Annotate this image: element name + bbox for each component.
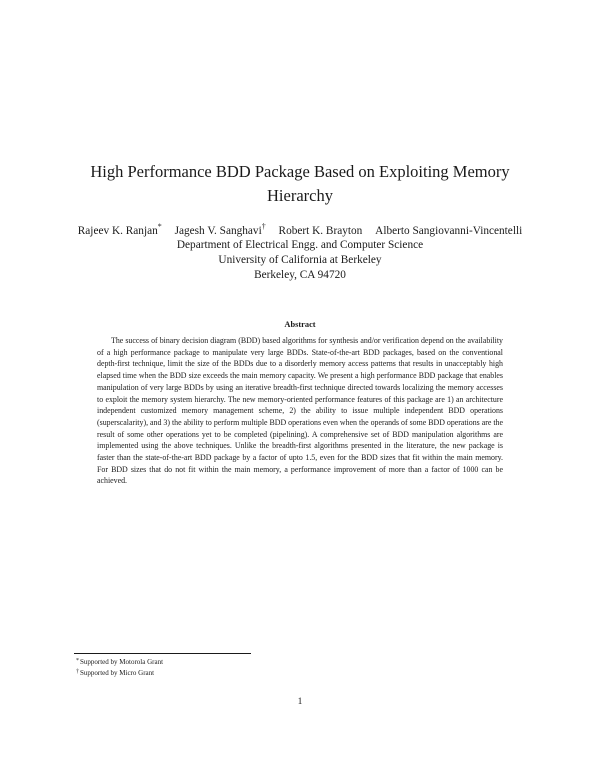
footnote-text: Supported by Micro Grant (80, 669, 155, 677)
author-sangiovanni-vincentelli (375, 224, 522, 239)
affiliation-city: Berkeley, CA 94720 (254, 269, 346, 281)
affiliation-department: Department of Electrical Engg. and Computer Science (176, 239, 424, 251)
author-list (40, 224, 560, 239)
author-footnote-mark: * (157, 222, 162, 231)
author-footnote-mark: † (261, 222, 266, 231)
author-name: Jagesh V. Sanghavi (174, 225, 262, 237)
author-sanghavi (175, 224, 266, 239)
author-brayton (279, 224, 363, 239)
footnote-divider (74, 653, 251, 654)
author-ranjan (78, 224, 162, 239)
author-name: Robert K. Brayton (278, 225, 363, 237)
author-name: Rajeev K. Ranjan (77, 225, 158, 237)
affiliation-university: University of California at Berkeley (218, 254, 382, 266)
footnote-micro (76, 668, 154, 678)
page-number: 1 (297, 697, 303, 707)
footnote-text: Supported by Motorola Grant (80, 658, 164, 666)
footnote-motorola (76, 657, 163, 667)
paper-title: High Performance BDD Package Based on Exploiting Memory Hierarchy (90, 162, 510, 205)
footnote-mark: * (76, 658, 79, 664)
abstract-text: The success of binary decision diagram (BDD) based algorithms for synthesis and/or verification depend on the availability of a high performance package to manipulate very large BDDs. State-of-the-art BDD packages, based on the conventional depth-first technique, limit the size of the BDDs due to a disorderly memory access patterns that results in unacceptably high elapsed time when the BDD size exceeds the main memory capacity. We present a high performance BDD package that enables manipulation of very large BDDs by using an iterative breadth-first technique directed towards localizing the memory accesses to exploit the memory system hierarchy. The new memory-oriented performance features of this package are 1) an architecture independent customized memory management scheme, 2) the ability to issue multiple independent BDD operations (superscalarity), and 3) the ability to perform multiple BDD operations even when the operands of some BDD operations are the result of some other operations yet to be completed (pipelining). A comprehensive set of BDD manipulation algorithms are implemented using the above techniques. Unlike the breadth-first algorithms presented in the literature, the new package is faster than the state-of-the-art BDD package by a factor of upto 1.5, even for the BDD sizes that fit within the main memory. For BDD sizes that do not fit within the main memory, a performance improvement of more than a factor of 1000 can be achieved. (97, 336, 503, 486)
abstract-heading: Abstract (284, 320, 316, 329)
footnote-mark: † (76, 669, 79, 675)
author-name: Alberto Sangiovanni-Vincentelli (375, 225, 523, 237)
